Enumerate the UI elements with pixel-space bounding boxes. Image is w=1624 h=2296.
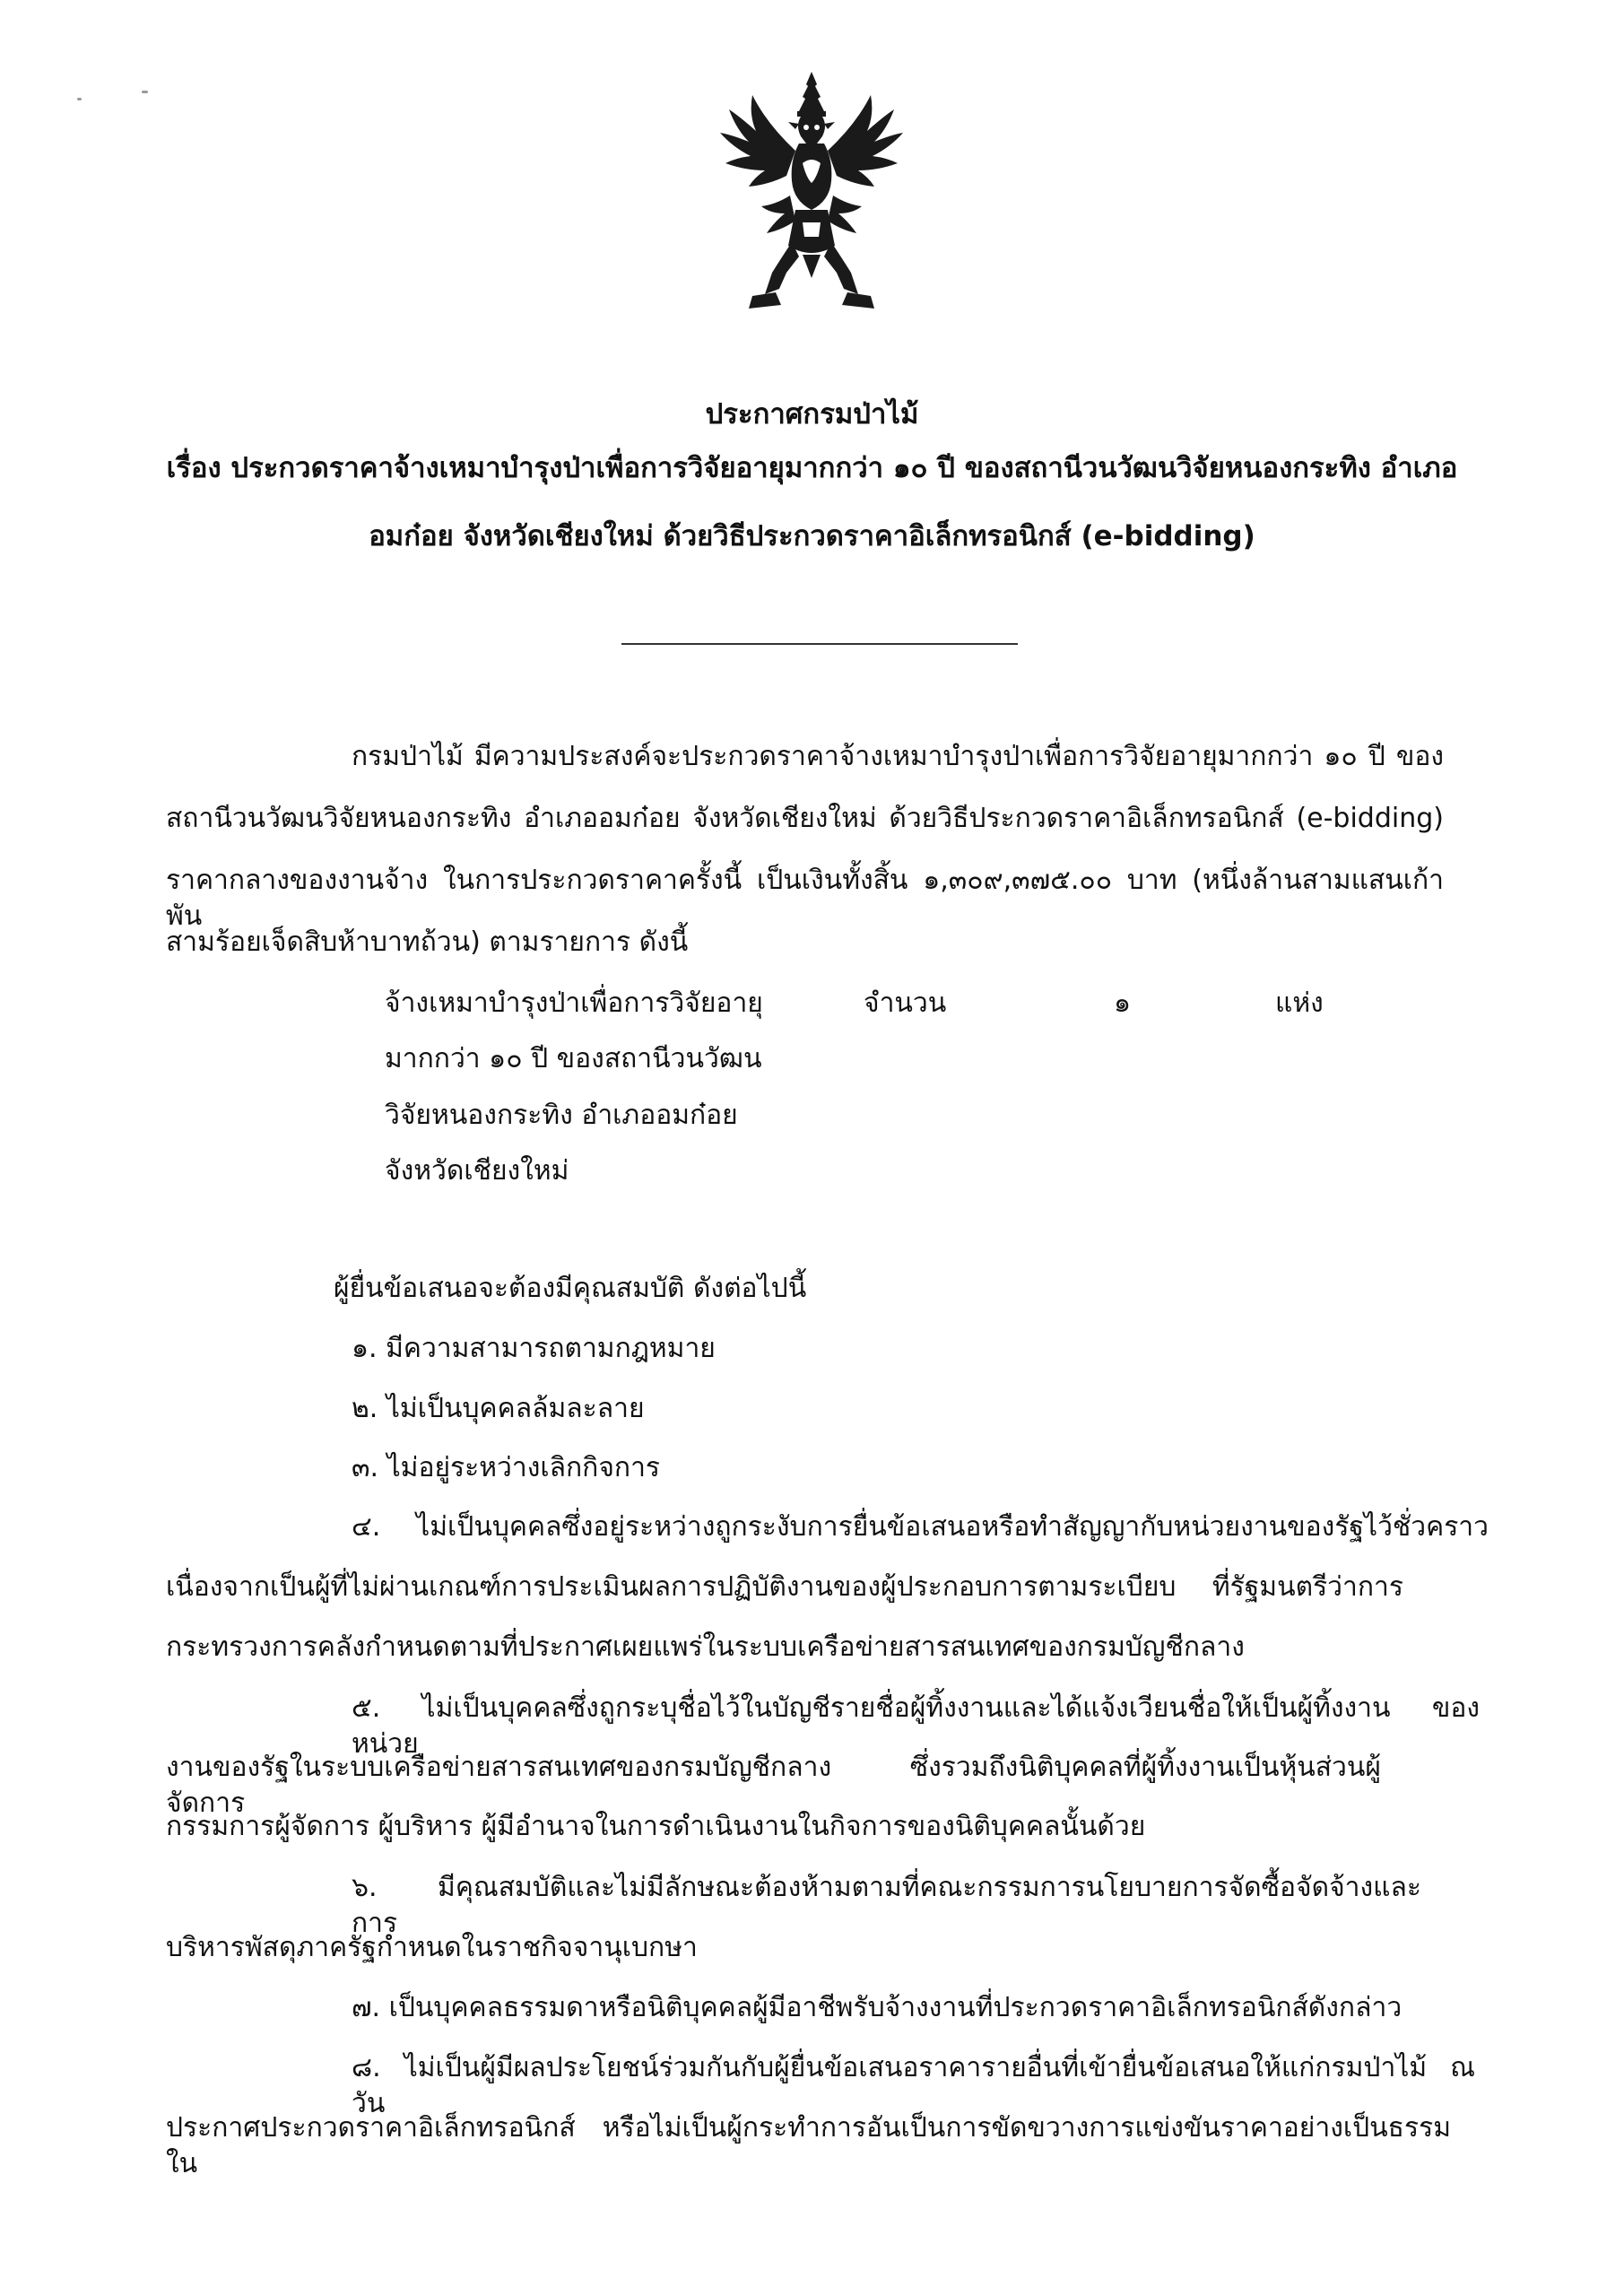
item-description-line: วิจัยหนองกระทิง อำเภออมก๋อย [385, 1100, 738, 1131]
item-description-line: จ้างเหมาบำรุงป่าเพื่อการวิจัยอายุ [385, 987, 763, 1019]
qualification-item: ๓. ไม่อยู่ระหว่างเลิกกิจการ [352, 1452, 661, 1483]
garuda-emblem-icon [713, 70, 910, 312]
intro-line-2: สถานีวนวัฒนวิจัยหนองกระทิง อำเภออมก๋อย จังหวัดเชียงใหม่ ด้วยวิธีประกวดราคาอิเล็กทรอนิกส์ (e-bidding) [166, 803, 1444, 834]
qualification-item-continued: เนื่องจากเป็นผู้ที่ไม่ผ่านเกณฑ์การประเมินผลการปฏิบัติงานของผู้ประกอบการตามระเบียบ ที่รัฐมนตรีว่าการ [166, 1571, 1403, 1603]
qualification-item: ๒. ไม่เป็นบุคคลล้มละลาย [352, 1393, 645, 1424]
intro-line-4: สามร้อยเจ็ดสิบห้าบาทถ้วน) ตามรายการ ดังนี้ [166, 926, 689, 958]
qualification-item: ๔. ไม่เป็นบุคคลซึ่งอยู่ระหว่างถูกระงับการยื่นข้อเสนอหรือทำสัญญากับหน่วยงานของรัฐไว้ชั่วคราว [352, 1511, 1489, 1543]
item-description-line: มากกว่า ๑๐ ปี ของสถานีวนวัฒน [385, 1043, 762, 1074]
item-unit: แห่ง [1275, 987, 1324, 1019]
subject-line-2: อมก๋อย จังหวัดเชียงใหม่ ด้วยวิธีประกวดราคาอิเล็กทรอนิกส์ (e-bidding) [369, 520, 1255, 552]
scan-speck [77, 98, 82, 100]
qualifications-intro: ผู้ยื่นข้อเสนอจะต้องมีคุณสมบัติ ดังต่อไปนี้ [334, 1273, 807, 1304]
qualification-item-continued: กระทรวงการคลังกำหนดตามที่ประกาศเผยแพร่ในระบบเครือข่ายสารสนเทศของกรมบัญชีกลาง [166, 1631, 1245, 1663]
announcement-title: ประกาศกรมป่าไม้ [705, 398, 919, 430]
qualification-item-continued: บริหารพัสดุภาครัฐกำหนดในราชกิจจานุเบกษา [166, 1932, 698, 1963]
qualification-item-continued: งานของรัฐในระบบเครือข่ายสารสนเทศของกรมบัญชีกลาง ซึ่งรวมถึงนิติบุคคลที่ผู้ทิ้งงานเป็นหุ้นส่วนผู้จัดการ [166, 1752, 1381, 1819]
qualification-item: ๗. เป็นบุคคลธรรมดาหรือนิติบุคคลผู้มีอาชีพรับจ้างงานที่ประกวดราคาอิเล็กทรอนิกส์ดังกล่าว [352, 1992, 1403, 2023]
qualification-item: ๖. มีคุณสมบัติและไม่มีลักษณะต้องห้ามตามที่คณะกรรมการนโยบายการจัดซื้อจัดจ้างและ การ [352, 1872, 1421, 1939]
heading-divider [621, 643, 1018, 645]
qualification-item: ๘. ไม่เป็นผู้มีผลประโยชน์ร่วมกันกับผู้ยื่นข้อเสนอราคารายอื่นที่เข้ายื่นข้อเสนอให้แก่กรมป่าไม้ ณ วัน [352, 2052, 1475, 2119]
subject-line-1: เรื่อง ประกวดราคาจ้างเหมาบำรุงป่าเพื่อการวิจัยอายุมากกว่า ๑๐ ปี ของสถานีวนวัฒนวิจัยหนองกระทิง อำเภอ [166, 452, 1458, 484]
qualification-item-continued: ประกาศประกวดราคาอิเล็กทรอนิกส์ หรือไม่เป็นผู้กระทำการอันเป็นการขัดขวางการแข่งขันราคาอย่างเป็นธรรม ใน [166, 2112, 1451, 2179]
scan-speck [142, 91, 148, 93]
item-description-line: จังหวัดเชียงใหม่ [385, 1155, 569, 1187]
qualification-item: ๑. มีความสามารถตามกฎหมาย [352, 1333, 716, 1364]
item-quantity-label: จำนวน [864, 987, 947, 1019]
intro-line-3: ราคากลางของงานจ้าง ในการประกวดราคาครั้งนี้ เป็นเงินทั้งสิ้น ๑,๓๐๙,๓๗๕.๐๐ บาท (หนึ่งล้านสามแสนเก้าพัน [166, 865, 1444, 932]
qualification-item-continued: กรรมการผู้จัดการ ผู้บริหาร ผู้มีอำนาจในการดำเนินงานในกิจการของนิติบุคคลนั้นด้วย [166, 1811, 1146, 1842]
item-quantity: ๑ [1114, 987, 1132, 1019]
qualification-item: ๕. ไม่เป็นบุคคลซึ่งถูกระบุชื่อไว้ในบัญชีรายชื่อผู้ทิ้งงานและได้แจ้งเวียนชื่อให้เป็นผู้ทิ้งงาน ของหน่วย [352, 1692, 1480, 1760]
intro-line-1: กรมป่าไม้ มีความประสงค์จะประกวดราคาจ้างเหมาบำรุงป่าเพื่อการวิจัยอายุมากกว่า ๑๐ ปี ของ [352, 741, 1444, 772]
